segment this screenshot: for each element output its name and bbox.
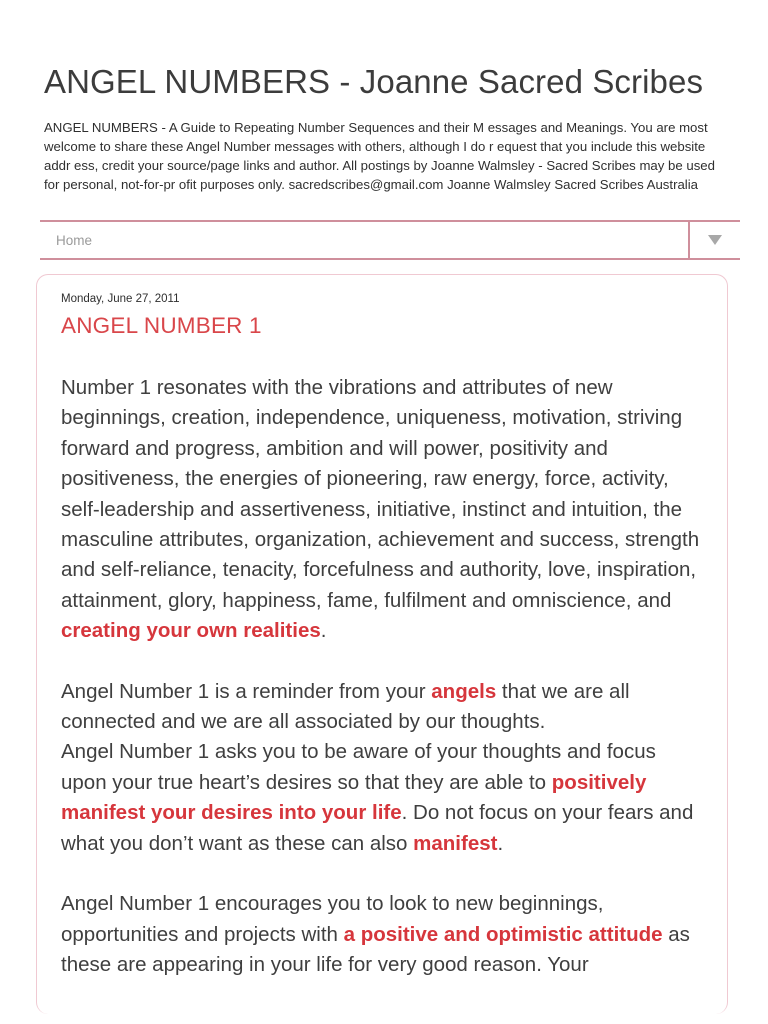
paragraph-text: . [320, 619, 327, 643]
paragraph-text: as these are appearing in your life for very good reason. Your [61, 922, 690, 976]
post-paragraph [61, 677, 705, 859]
post-paragraph [61, 373, 705, 647]
post-date: Monday, June 27, 2011 [61, 293, 180, 305]
blog-header [0, 0, 768, 194]
blog-title: ANGEL NUMBERS - Joanne Sacred Scribes [44, 63, 704, 100]
caret-down-icon [708, 235, 722, 245]
highlighted-text: manifest [413, 831, 498, 855]
paragraph-text: Angel Number 1 encourages you to look to new beginnings, opportunities and projects with [61, 892, 604, 946]
paragraph-text: Angel Number 1 is a reminder from your [61, 679, 432, 703]
post-body [61, 373, 705, 980]
paragraph-text: . [497, 831, 504, 855]
paragraph-text: . Do not focus on your fears and what you don’t want as these can also [61, 801, 694, 855]
post-paragraph [61, 889, 705, 980]
highlighted-text: creating your own realities [61, 619, 321, 643]
navigation-bar [40, 220, 740, 260]
highlighted-text: positively manifest your desires into your life [61, 770, 647, 825]
nav-dropdown-button[interactable] [690, 222, 740, 258]
nav-tab-list [40, 222, 690, 258]
highlighted-text: a positive and optimistic attitude [343, 922, 663, 946]
post-card [36, 274, 728, 1014]
nav-tab-home-label: Home [56, 232, 93, 248]
blog-description: ANGEL NUMBERS - A Guide to Repeating Number Sequences and their M essages and Meanings. You are most welcome to share these Angel Number messages with others, although I do r equest that you include this website addr ess, credit your source/page links and author. All postings by Joanne Walmsley - Sacred Scribes may be used for personal, not-for-pr ofit purposes only. sacredscribes@gmail.com Joanne Walmsley Sacred Scribes Australia [44, 120, 715, 192]
post-title[interactable]: ANGEL NUMBER 1 [61, 313, 262, 338]
paragraph-text: Number 1 resonates with the vibrations and attributes of new beginnings, creation, independence, uniqueness, motivation, striving forward and progress, ambition and will power, positivity and positiveness, the energies of pioneering, raw energy, force, activity, self-leadership and assertiveness, initiative, instinct and intuition, the masculine attributes, organization, achievement and success, strength and self-reliance, tenacity, forcefulness and authority, love, inspiration, attainment, glory, happiness, fame, fulfilment and omniscience, and [61, 376, 700, 612]
nav-tab-home[interactable] [40, 222, 106, 258]
paragraph-text: that we are all connected and we are all associated by our thoughts. [61, 679, 630, 734]
highlighted-text: angels [431, 679, 497, 703]
paragraph-text: Angel Number 1 asks you to be aware of your thoughts and focus upon your true heart’s desires so that they are able to [61, 740, 656, 794]
